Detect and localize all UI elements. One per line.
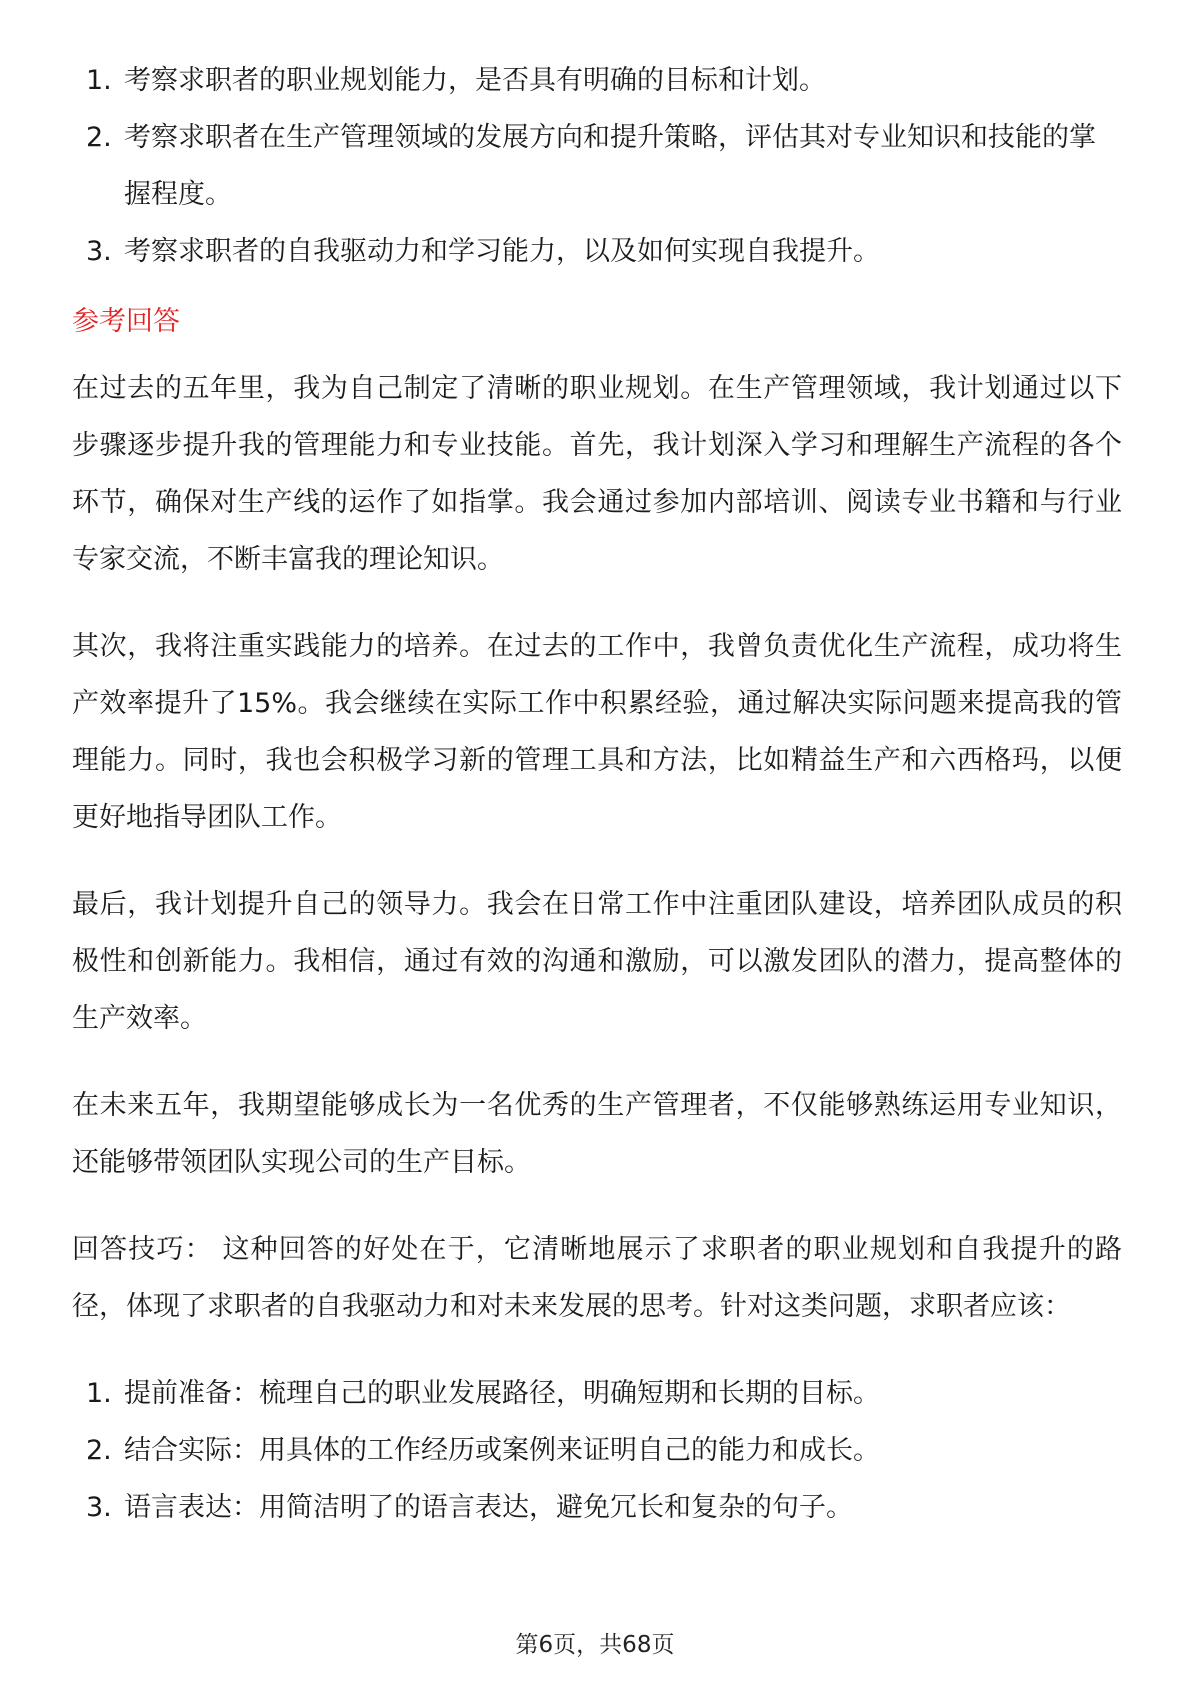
list-text: 考察求职者的自我驱动力和学习能力，以及如何实现自我提升。 [124, 236, 880, 267]
list-item [72, 52, 1122, 109]
list-number: 1. [86, 1378, 112, 1409]
document-body [72, 52, 1122, 1536]
list-item [72, 109, 1122, 223]
list-number: 3. [86, 1492, 112, 1523]
tips-paragraph: 回答技巧： 这种回答的好处在于，它清晰地展示了求职者的职业规划和自我提升的路径，体现了求职者的自我驱动力和对未来发展的思考。针对这类问题，求职者应该： [72, 1234, 1122, 1322]
list-text: 语言表达：用简洁明了的语言表达，避免冗长和复杂的句子。 [124, 1492, 853, 1523]
list-item [72, 1479, 1122, 1536]
list-number: 3. [86, 236, 112, 267]
list-number: 1. [86, 65, 112, 96]
list-text: 考察求职者的职业规划能力，是否具有明确的目标和计划。 [124, 65, 826, 96]
answer-paragraph: 在未来五年，我期望能够成长为一名优秀的生产管理者，不仅能够熟练运用专业知识，还能够带领团队实现公司的生产目标。 [72, 1090, 1122, 1178]
list-number: 2. [86, 1435, 112, 1466]
answer-paragraph: 最后，我计划提升自己的领导力。我会在日常工作中注重团队建设，培养团队成员的积极性和创新能力。我相信，通过有效的沟通和激励，可以激发团队的潜力，提高整体的生产效率。 [72, 889, 1122, 1034]
answer-paragraph: 其次，我将注重实践能力的培养。在过去的工作中，我曾负责优化生产流程，成功将生产效率提升了15%。我会继续在实际工作中积累经验，通过解决实际问题来提高我的管理能力。同时，我也会积极学习新的管理工具和方法，比如精益生产和六西格玛，以便更好地指导团队工作。 [72, 631, 1122, 833]
list-item [72, 1422, 1122, 1479]
list-text: 提前准备：梳理自己的职业发展路径，明确短期和长期的目标。 [124, 1378, 880, 1409]
requirements-list [72, 52, 1122, 280]
answer-paragraph: 在过去的五年里，我为自己制定了清晰的职业规划。在生产管理领域，我计划通过以下步骤逐步提升我的管理能力和专业技能。首先，我计划深入学习和理解生产流程的各个环节，确保对生产线的运作了如指掌。我会通过参加内部培训、阅读专业书籍和与行业专家交流，不断丰富我的理论知识。 [72, 373, 1122, 575]
list-text: 结合实际：用具体的工作经历或案例来证明自己的能力和成长。 [124, 1435, 880, 1466]
list-item [72, 223, 1122, 280]
list-number: 2. [86, 122, 112, 153]
section-heading: 参考回答 [72, 306, 180, 337]
list-item [72, 1365, 1122, 1422]
tips-list [72, 1365, 1122, 1536]
page-footer: 第6页，共68页 [515, 1632, 675, 1658]
list-text: 考察求职者在生产管理领域的发展方向和提升策略，评估其对专业知识和技能的掌握程度。 [124, 122, 1096, 210]
